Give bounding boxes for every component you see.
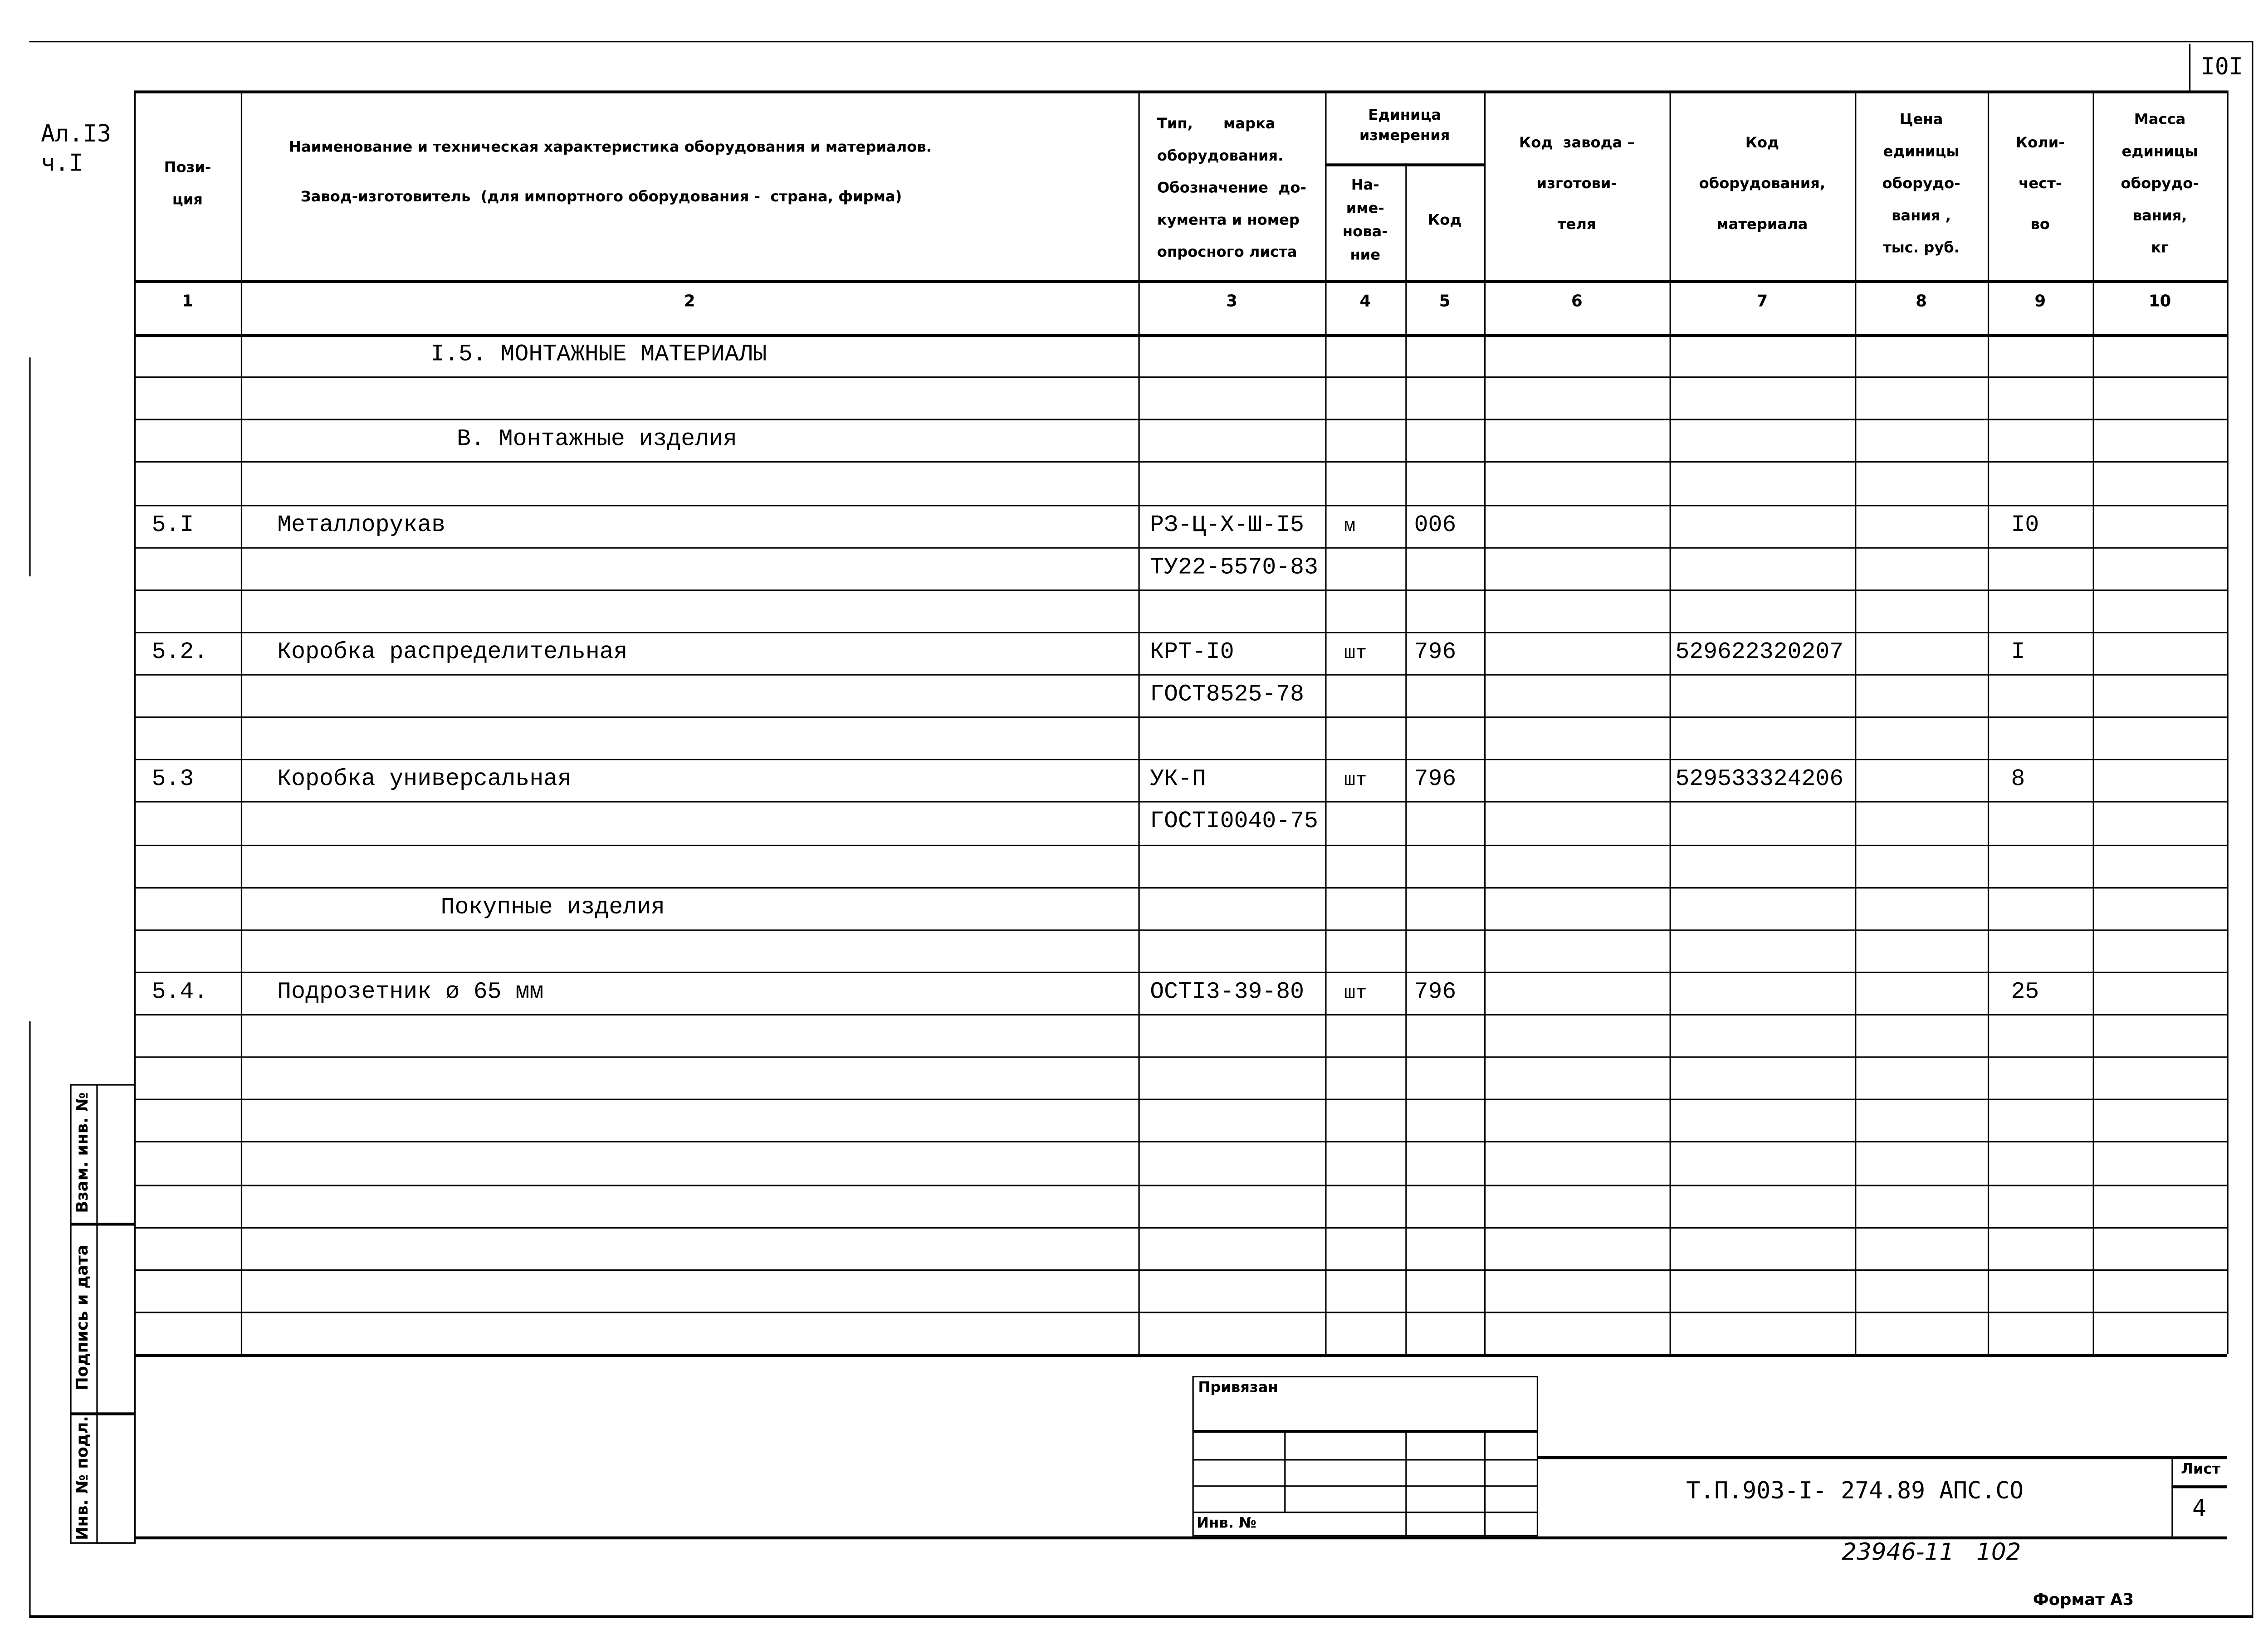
- side-stamp-divider: [96, 1084, 98, 1543]
- frame-bottom: [29, 1615, 2253, 1618]
- header-unit-group: Единица измерения: [1359, 108, 1450, 145]
- table-row: [134, 1141, 2227, 1184]
- header-name-line2: Завод-изготовитель (для импортного оборудования - страна, фирма): [300, 190, 902, 206]
- position: 5.I: [152, 511, 194, 538]
- column-number: 8: [1916, 292, 1927, 311]
- unit-code: 796: [1414, 639, 1457, 665]
- type-mark: ОСТI3-39-80: [1150, 979, 1305, 1005]
- frame-top: [29, 41, 2252, 42]
- type-mark: КРТ-I0: [1150, 639, 1234, 665]
- position: 5.3: [152, 766, 194, 793]
- unit-name: м: [1344, 514, 1356, 537]
- unit-code: 796: [1414, 979, 1457, 1005]
- table-row: [134, 1227, 2227, 1269]
- header-position: Пози- ция: [164, 160, 211, 209]
- column-number: 5: [1439, 292, 1451, 311]
- type-mark: УК-П: [1150, 766, 1206, 793]
- unit-code: 796: [1414, 766, 1457, 793]
- item-name: Металлорукав: [277, 511, 445, 538]
- type-mark: ГОСТI0040-75: [1150, 809, 1318, 835]
- header-quantity: Коли- чест- во: [2015, 136, 2065, 234]
- table-bottom-line: [134, 1354, 2227, 1357]
- equipment-code: 529622320207: [1675, 639, 1844, 665]
- side-stamp-signature-date: Подпись и дата: [73, 1244, 92, 1390]
- table-row: [134, 589, 2227, 632]
- table-row: [134, 929, 2227, 972]
- table-row: [134, 376, 2227, 419]
- column-number: 4: [1359, 292, 1371, 311]
- stamp-vline: [1284, 1430, 1286, 1512]
- header-unit-code: Код: [1427, 213, 1462, 229]
- item-name: I.5. МОНТАЖНЫЕ МАТЕРИАЛЫ: [430, 341, 767, 368]
- table-row: [134, 1014, 2227, 1057]
- position: 5.4.: [152, 979, 208, 1005]
- format-label: Формат А3: [2033, 1590, 2134, 1610]
- item-name: Коробка универсальная: [277, 766, 572, 793]
- equipment-code: 529533324206: [1675, 766, 1844, 793]
- inv-no-label: Инв. №: [1197, 1516, 1256, 1532]
- item-name: Коробка распределительная: [277, 639, 628, 665]
- type-mark: ТУ22-5570-83: [1150, 554, 1318, 580]
- table-row: [134, 1184, 2227, 1227]
- header-plant-code: Код завода – изготови- теля: [1519, 136, 1635, 234]
- stamp-line: [1193, 1459, 1539, 1460]
- item-name: Покупные изделия: [440, 893, 665, 920]
- quantity: I: [2011, 639, 2025, 665]
- unit-name: шт: [1344, 769, 1367, 791]
- header-name-line1: Наименование и техническая характеристика оборудования и материалов.: [289, 140, 932, 156]
- quantity: I0: [2011, 511, 2039, 538]
- frame-left-mark: [29, 357, 30, 576]
- stamp-vline: [1484, 1430, 1486, 1536]
- quantity: 25: [2011, 979, 2039, 1005]
- header-unit-name: На- име- нова- ние: [1342, 178, 1388, 264]
- frame-right: [2252, 41, 2253, 1615]
- header-mass: Масса единицы оборудо- вания, кг: [2121, 112, 2199, 257]
- unit-name: шт: [1344, 981, 1367, 1004]
- column-number: 10: [2148, 292, 2171, 311]
- item-name: Подрозетник ø 65 мм: [277, 979, 544, 1005]
- column-number: 9: [2034, 292, 2046, 311]
- table-row: [134, 1312, 2227, 1354]
- album-ref: [41, 120, 111, 178]
- table-row: [134, 1057, 2227, 1099]
- sheet-number-divider: [2171, 1485, 2227, 1488]
- stamp-vline: [1405, 1430, 1407, 1536]
- handwritten-note: 23946-11 102: [1842, 1538, 2021, 1566]
- column-number: 3: [1226, 292, 1237, 311]
- quantity: 8: [2011, 766, 2025, 793]
- stamp-line: [1193, 1485, 1539, 1487]
- table-row: [134, 844, 2227, 887]
- unit-code: 006: [1414, 511, 1457, 538]
- type-mark: РЗ-Ц-Х-Ш-I5: [1150, 511, 1305, 538]
- table-row: [134, 462, 2227, 504]
- document-designation: Т.П.903-I- 274.89 АПС.СО: [1686, 1476, 2024, 1505]
- unit-name: шт: [1344, 642, 1367, 664]
- column-number: 2: [684, 292, 695, 311]
- header-price: Цена единицы оборудо- вания , тыс. руб.: [1882, 112, 1960, 257]
- column-line: [2227, 90, 2229, 1354]
- table-row: [134, 419, 2227, 462]
- column-number: 6: [1571, 292, 1583, 311]
- stamp-line: [1193, 1430, 1539, 1433]
- position: 5.2.: [152, 639, 208, 665]
- attached-label: Привязан: [1198, 1380, 1278, 1396]
- table-row: [134, 1269, 2227, 1312]
- item-name: В. Монтажные изделия: [457, 426, 737, 453]
- frame-left: [29, 1021, 30, 1615]
- sheet-corner-number: I0I: [2189, 44, 2253, 91]
- sheet-label: Лист: [2181, 1462, 2221, 1478]
- type-mark: ГОСТ8525-78: [1150, 681, 1305, 708]
- header-type: Тип, марка оборудования. Обозначение до- кумента и номер опросного листа: [1157, 117, 1306, 261]
- side-stamp-replaced-inv: Взам. инв. №: [73, 1092, 92, 1213]
- header-bottom-line: [134, 280, 2227, 283]
- column-number: 1: [182, 292, 193, 311]
- table-row: [134, 717, 2227, 759]
- header-equipment-code: Код оборудования, материала: [1699, 136, 1826, 234]
- sheet-number: 4: [2192, 1494, 2206, 1522]
- table-row: [134, 1099, 2227, 1141]
- column-number: 7: [1756, 292, 1768, 311]
- side-stamp-original-inv: Инв. № подл.: [73, 1416, 92, 1541]
- album-ref-line2: ч.I: [41, 149, 83, 177]
- album-ref-line1: Ал.I3: [41, 119, 112, 147]
- stamp-line: [1193, 1512, 1539, 1513]
